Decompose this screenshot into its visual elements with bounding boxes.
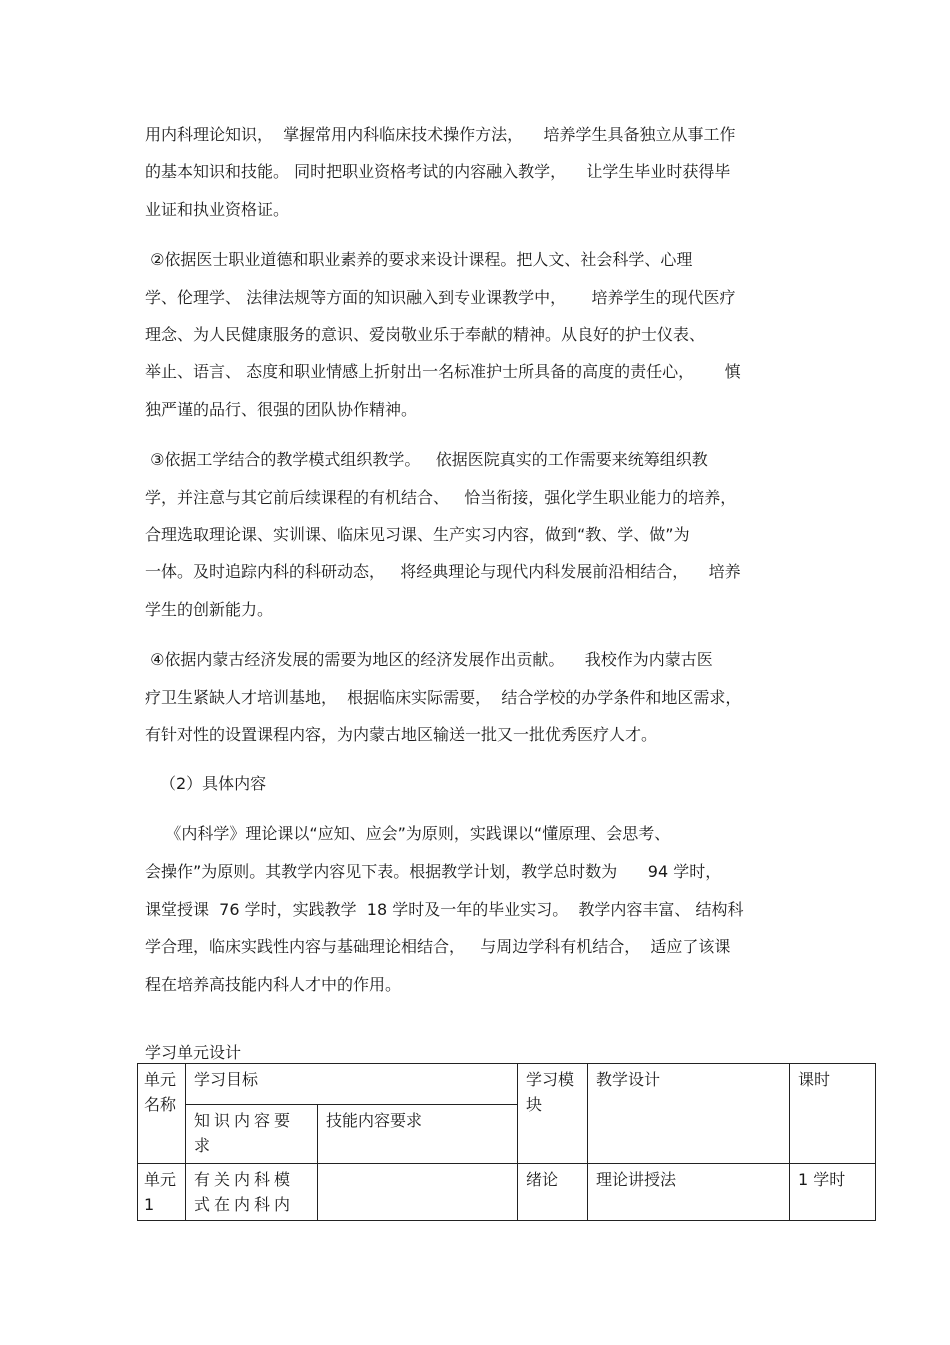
paragraph-4-line-3: 有针对性的设置课程内容，为内蒙古地区输送一批又一批优秀医疗人才。	[145, 725, 658, 744]
paragraph-2-line-4: 举止、语言、 态度和职业情感上折射出一名标准护士所具备的高度的责任心， 慎	[145, 362, 741, 381]
row-hours: 1 学时	[790, 1164, 876, 1221]
row-skill	[318, 1164, 518, 1221]
paragraph-3-line-4: 一体。及时追踪内科的科研动态， 将经典理论与现代内科发展前沿相结合， 培养	[145, 562, 741, 581]
table-row	[138, 1164, 876, 1221]
section-heading: （2）具体内容	[160, 774, 267, 793]
paragraph-2-line-2: 学、伦理学、 法律法规等方面的知识融入到专业课教学中， 培养学生的现代医疗	[145, 288, 736, 307]
paragraph-4-line-2: 疗卫生紧缺人才培训基地， 根据临床实际需要， 结合学校的办学条件和地区需求，	[145, 688, 742, 707]
header-module: 学习模块	[518, 1064, 588, 1164]
header-learning-goal: 学习目标	[186, 1064, 518, 1105]
paragraph-5-line-3: 课堂授课 76 学时，实践教学 18 学时及一年的毕业实习。 教学内容丰富、 结构科	[145, 900, 744, 919]
paragraph-3-line-2: 学，并注意与其它前后续课程的有机结合、 恰当衔接，强化学生职业能力的培养，	[145, 488, 737, 507]
paragraph-5-line-2: 会操作”为原则。其教学内容见下表。根据教学计划，教学总时数为 94 学时，	[145, 862, 722, 881]
paragraph-2-line-5: 独严谨的品行、很强的团队协作精神。	[145, 400, 418, 419]
row-unit: 单元1	[138, 1164, 186, 1221]
row-knowledge: 有关内科模式在内科内	[186, 1164, 318, 1221]
table-header-row	[138, 1064, 876, 1105]
paragraph-5-line-1: 《内科学》理论课以“应知、应会”为原则，实践课以“懂原理、会思考、	[145, 824, 671, 843]
paragraph-5-line-5: 程在培养高技能内科人才中的作用。	[145, 975, 402, 994]
row-design: 理论讲授法	[588, 1164, 790, 1221]
paragraph-2-line-3: 理念、为人民健康服务的意识、爱岗敬业乐于奉献的精神。从良好的护士仪表、	[145, 325, 706, 344]
table-caption: 学习单元设计	[145, 1043, 242, 1062]
header-hours: 课时	[790, 1064, 876, 1164]
paragraph-3-line-1: ③依据工学结合的教学模式组织教学。 依据医院真实的工作需要来统筹组织教	[145, 450, 708, 469]
learning-unit-table	[137, 1063, 876, 1221]
paragraph-3-line-3: 合理选取理论课、实训课、临床见习课、生产实习内容，做到“教、学、做”为	[145, 525, 690, 544]
paragraph-4-line-1: ④依据内蒙古经济发展的需要为地区的经济发展作出贡献。 我校作为内蒙古医	[145, 650, 713, 669]
paragraph-3-line-5: 学生的创新能力。	[145, 600, 274, 619]
paragraph-1-line-1: 用内科理论知识， 掌握常用内科临床技术操作方法， 培养学生具备独立从事工作	[145, 125, 736, 144]
paragraph-5-line-4: 学合理，临床实践性内容与基础理论相结合， 与周边学科有机结合， 适应了该课	[145, 937, 731, 956]
row-module: 绪论	[518, 1164, 588, 1221]
paragraph-1-line-2: 的基本知识和技能。 同时把职业资格考试的内容融入教学， 让学生毕业时获得毕	[145, 162, 731, 181]
paragraph-1-line-3: 业证和执业资格证。	[145, 200, 290, 219]
header-knowledge: 知识内容要求	[186, 1105, 318, 1164]
header-unit-name: 单元名称	[138, 1064, 186, 1164]
paragraph-2-line-1: ②依据医士职业道德和职业素养的要求来设计课程。把人文、社会科学、心理	[145, 250, 693, 269]
header-skill: 技能内容要求	[318, 1105, 518, 1164]
header-design: 教学设计	[588, 1064, 790, 1164]
